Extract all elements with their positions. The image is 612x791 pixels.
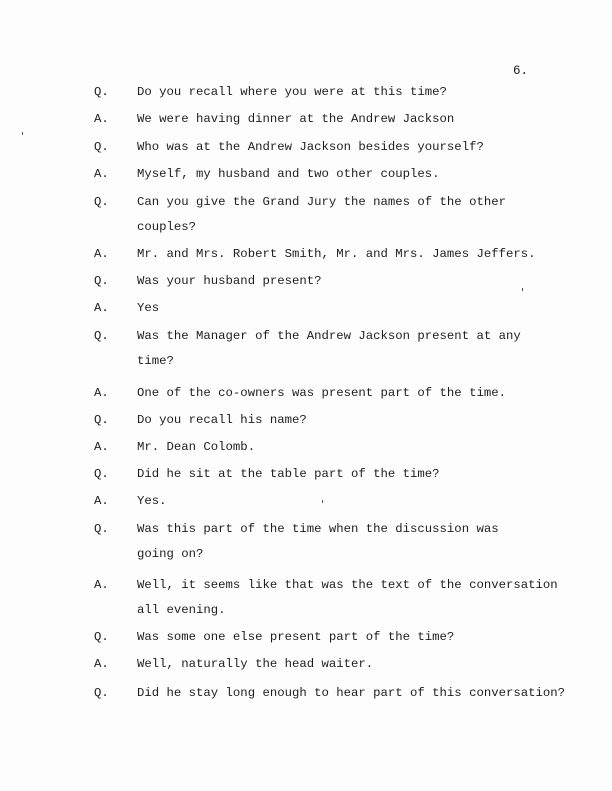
qa-entry <box>0 161 612 190</box>
qa-text <box>137 488 567 513</box>
qa-text <box>137 572 567 622</box>
text-line: Was some one else present part of the time? <box>137 630 455 644</box>
scan-mark <box>322 500 323 503</box>
text-line: Myself, my husband and two other couples. <box>137 167 440 181</box>
qa-entry <box>0 680 612 709</box>
qa-entry <box>0 134 612 163</box>
question-marker: Q. <box>94 413 109 427</box>
qa-entry <box>0 241 612 270</box>
qa-entry <box>0 572 612 626</box>
qa-text <box>137 407 567 432</box>
text-line: Did he stay long enough to hear part of this conversation? <box>137 686 566 700</box>
qa-text <box>137 189 567 239</box>
qa-entry <box>0 380 612 409</box>
text-line: going on? <box>137 547 204 561</box>
answer-marker: A. <box>94 301 109 315</box>
answer-marker: A. <box>94 167 109 181</box>
answer-marker: A. <box>94 386 109 400</box>
text-line: Well, it seems like that was the text of the conversation <box>137 578 558 592</box>
text-line: Who was at the Andrew Jackson besides yourself? <box>137 140 484 154</box>
qa-entry <box>0 407 612 436</box>
qa-text <box>137 380 567 405</box>
question-marker: Q. <box>94 274 109 288</box>
text-line: time? <box>137 354 174 368</box>
qa-entry <box>0 651 612 680</box>
qa-entry <box>0 516 612 570</box>
text-line: One of the co-owners was present part of the time. <box>137 386 506 400</box>
scan-mark <box>522 288 523 291</box>
text-line: Yes. <box>137 494 167 508</box>
text-line: Was the Manager of the Andrew Jackson present at any <box>137 329 521 343</box>
qa-entry <box>0 624 612 653</box>
qa-text <box>137 161 567 186</box>
qa-text <box>137 624 567 649</box>
page-number: 6. <box>513 64 529 78</box>
answer-marker: A. <box>94 578 109 592</box>
question-marker: Q. <box>94 140 109 154</box>
qa-text <box>137 79 567 104</box>
question-marker: Q. <box>94 630 109 644</box>
text-line: Did he sit at the table part of the time? <box>137 467 440 481</box>
answer-marker: A. <box>94 440 109 454</box>
qa-text <box>137 295 567 320</box>
qa-entry <box>0 295 612 324</box>
text-line: Mr. and Mrs. Robert Smith, Mr. and Mrs. James Jeffers. <box>137 247 536 261</box>
qa-entry <box>0 461 612 490</box>
qa-text <box>137 516 567 566</box>
text-line: Was your husband present? <box>137 274 322 288</box>
qa-entry <box>0 268 612 297</box>
question-marker: Q. <box>94 195 109 209</box>
question-marker: Q. <box>94 329 109 343</box>
qa-text <box>137 323 567 373</box>
question-marker: Q. <box>94 686 109 700</box>
qa-text <box>137 134 567 159</box>
qa-entry <box>0 488 612 517</box>
answer-marker: A. <box>94 112 109 126</box>
text-line: couples? <box>137 220 197 234</box>
text-line: Can you give the Grand Jury the names of the other <box>137 195 506 209</box>
text-line: Was this part of the time when the discussion was <box>137 522 499 536</box>
qa-entry <box>0 189 612 243</box>
scan-mark <box>22 132 23 135</box>
text-line: Do you recall his name? <box>137 413 307 427</box>
text-line: Mr. Dean Colomb. <box>137 440 256 454</box>
qa-text <box>137 434 567 459</box>
qa-text <box>137 651 567 676</box>
answer-marker: A. <box>94 657 109 671</box>
answer-marker: A. <box>94 247 109 261</box>
qa-entry <box>0 106 612 135</box>
qa-text <box>137 106 567 131</box>
text-line: Well, naturally the head waiter. <box>137 657 374 671</box>
qa-text <box>137 241 567 266</box>
text-line: Yes <box>137 301 160 315</box>
qa-entry <box>0 434 612 463</box>
text-line: We were having dinner at the Andrew Jackson <box>137 112 455 126</box>
qa-text <box>137 461 567 486</box>
text-line: all evening. <box>137 603 226 617</box>
qa-entry <box>0 79 612 108</box>
qa-entry <box>0 323 612 377</box>
question-marker: Q. <box>94 522 109 536</box>
qa-text <box>137 680 567 705</box>
qa-text <box>137 268 567 293</box>
question-marker: Q. <box>94 467 109 481</box>
answer-marker: A. <box>94 494 109 508</box>
question-marker: Q. <box>94 85 109 99</box>
text-line: Do you recall where you were at this time? <box>137 85 447 99</box>
